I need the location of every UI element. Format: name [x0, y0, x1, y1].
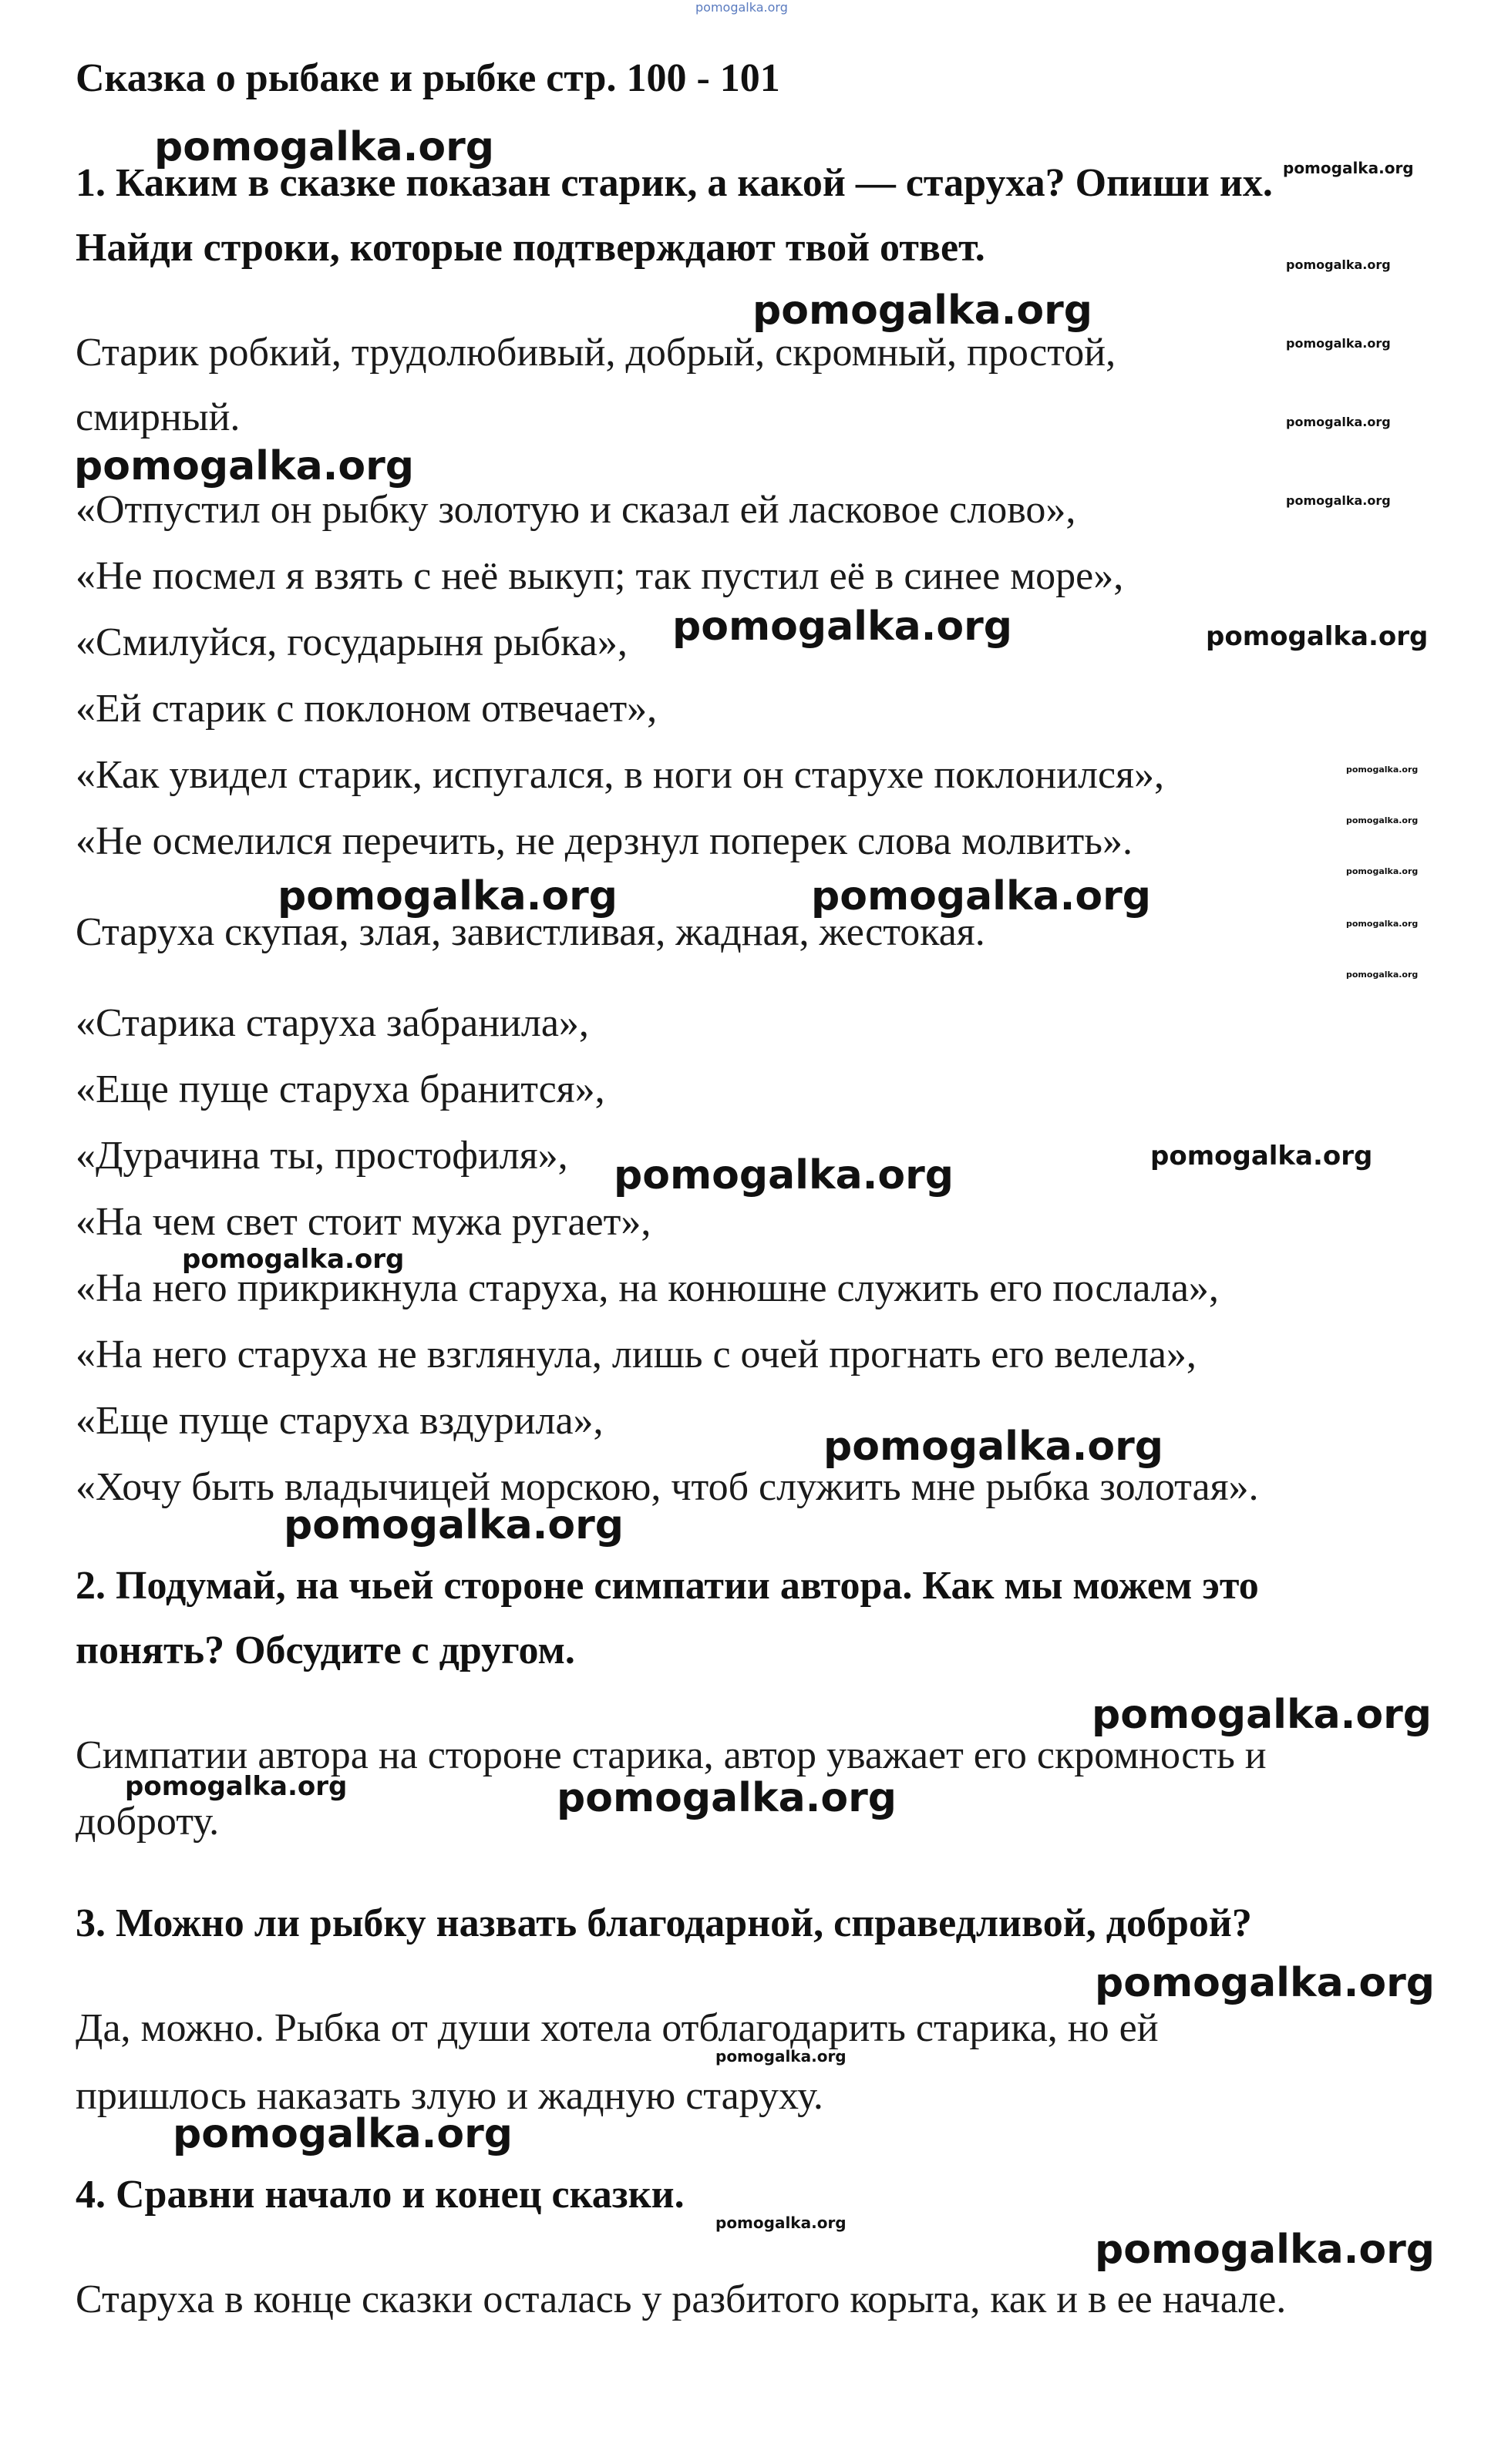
- answer-3-line: пришлось наказать злую и жадную старуху.: [76, 2074, 823, 2118]
- watermark: pomogalka.org: [1283, 159, 1414, 177]
- watermark: pomogalka.org: [173, 2111, 513, 2157]
- question-1-line-1: 1. Каким в сказке показан старик, а какой — старуха? Опиши их.: [76, 161, 1273, 205]
- answer-2-line: Симпатии автора на стороне старика, автор уважает его скромность и: [76, 1733, 1267, 1777]
- question-2-line-2: понять? Обсудите с другом.: [76, 1629, 575, 1672]
- answer-4-line: Старуха в конце сказки осталась у разбитого корыта, как и в ее начале.: [76, 2277, 1287, 2321]
- watermark: pomogalka.org: [154, 124, 495, 170]
- watermark: pomogalka.org: [1150, 1141, 1373, 1171]
- answer-1-line: «Еще пуще старуха вздурила»,: [76, 1399, 604, 1443]
- watermark: pomogalka.org: [1092, 1692, 1432, 1738]
- answer-1-line: «На него старуха не взглянула, лишь с очей прогнать его велела»,: [76, 1333, 1197, 1377]
- answer-1-line: «Как увидел старик, испугался, в ноги он старухе поклонился»,: [76, 753, 1164, 797]
- page-title: Сказка о рыбаке и рыбке стр. 100 - 101: [76, 56, 780, 100]
- watermark: pomogalka.org: [811, 873, 1152, 919]
- watermark: pomogalka.org: [823, 1424, 1164, 1470]
- answer-1-line: «На него прикрикнула старуха, на конюшне служить его послала»,: [76, 1266, 1219, 1310]
- watermark: pomogalka.org: [752, 287, 1093, 334]
- answer-1-line: смирный.: [76, 395, 241, 439]
- answer-1-line: «Хочу быть владычицей морскою, чтоб служить мне рыбка золотая».: [76, 1465, 1259, 1509]
- answer-1-line: «Еще пуще старуха бранится»,: [76, 1067, 605, 1111]
- watermark: pomogalka.org: [1346, 815, 1419, 825]
- watermark: pomogalka.org: [1346, 866, 1419, 876]
- watermark: pomogalka.org: [1286, 336, 1391, 351]
- watermark: pomogalka.org: [1286, 257, 1391, 272]
- answer-3-line: Да, можно. Рыбка от души хотела отблагодарить старика, но ей: [76, 2006, 1159, 2050]
- watermark: pomogalka.org: [1346, 970, 1419, 980]
- answer-1-line: «Дурачина ты, простофиля»,: [76, 1134, 568, 1178]
- answer-1-line: Старуха скупая, злая, завистливая, жадная, жестокая.: [76, 910, 985, 954]
- watermark: pomogalka.org: [672, 603, 1013, 650]
- answer-1-line: «Старика старуха забранила»,: [76, 1001, 589, 1045]
- answer-1-line: «Не посмел я взять с неё выкуп; так пустил её в синее море»,: [76, 554, 1124, 598]
- watermark: pomogalka.org: [1095, 1960, 1436, 2006]
- watermark: pomogalka.org: [715, 2214, 847, 2232]
- watermark: pomogalka.org: [1286, 415, 1391, 429]
- watermark: pomogalka.org: [1346, 919, 1419, 929]
- watermark: pomogalka.org: [695, 0, 788, 15]
- answer-2-line: доброту.: [76, 1800, 220, 1844]
- watermark: pomogalka.org: [557, 1775, 897, 1821]
- watermark: pomogalka.org: [614, 1152, 954, 1198]
- watermark: pomogalka.org: [1206, 621, 1429, 652]
- watermark: pomogalka.org: [715, 2047, 847, 2066]
- watermark: pomogalka.org: [1346, 765, 1419, 775]
- watermark: pomogalka.org: [284, 1502, 624, 1548]
- answer-1-line: «Не осмелился перечить, не дерзнул поперек слова молвить».: [76, 819, 1133, 863]
- answer-1-line: «Смилуйся, государыня рыбка»,: [76, 620, 628, 664]
- question-2-line-1: 2. Подумай, на чьей стороне симпатии автора. Как мы можем это: [76, 1564, 1259, 1608]
- answer-1-line: «Ей старик с поклоном отвечает»,: [76, 687, 658, 731]
- answer-1-line: «На чем свет стоит мужа ругает»,: [76, 1200, 651, 1244]
- watermark: pomogalka.org: [1286, 493, 1391, 508]
- question-1-line-2: Найди строки, которые подтверждают твой ответ.: [76, 226, 985, 270]
- watermark: pomogalka.org: [1095, 2227, 1436, 2273]
- question-3-line-1: 3. Можно ли рыбку назвать благодарной, справедливой, доброй?: [76, 1901, 1252, 1945]
- answer-1-line: «Отпустил он рыбку золотую и сказал ей ласковое слово»,: [76, 488, 1076, 532]
- watermark: pomogalka.org: [278, 873, 618, 919]
- watermark: pomogalka.org: [74, 443, 415, 489]
- watermark: pomogalka.org: [182, 1244, 405, 1275]
- answer-1-line: Старик робкий, трудолюбивый, добрый, скромный, простой,: [76, 331, 1116, 375]
- question-4-line-1: 4. Сравни начало и конец сказки.: [76, 2173, 685, 2217]
- watermark: pomogalka.org: [125, 1771, 348, 1802]
